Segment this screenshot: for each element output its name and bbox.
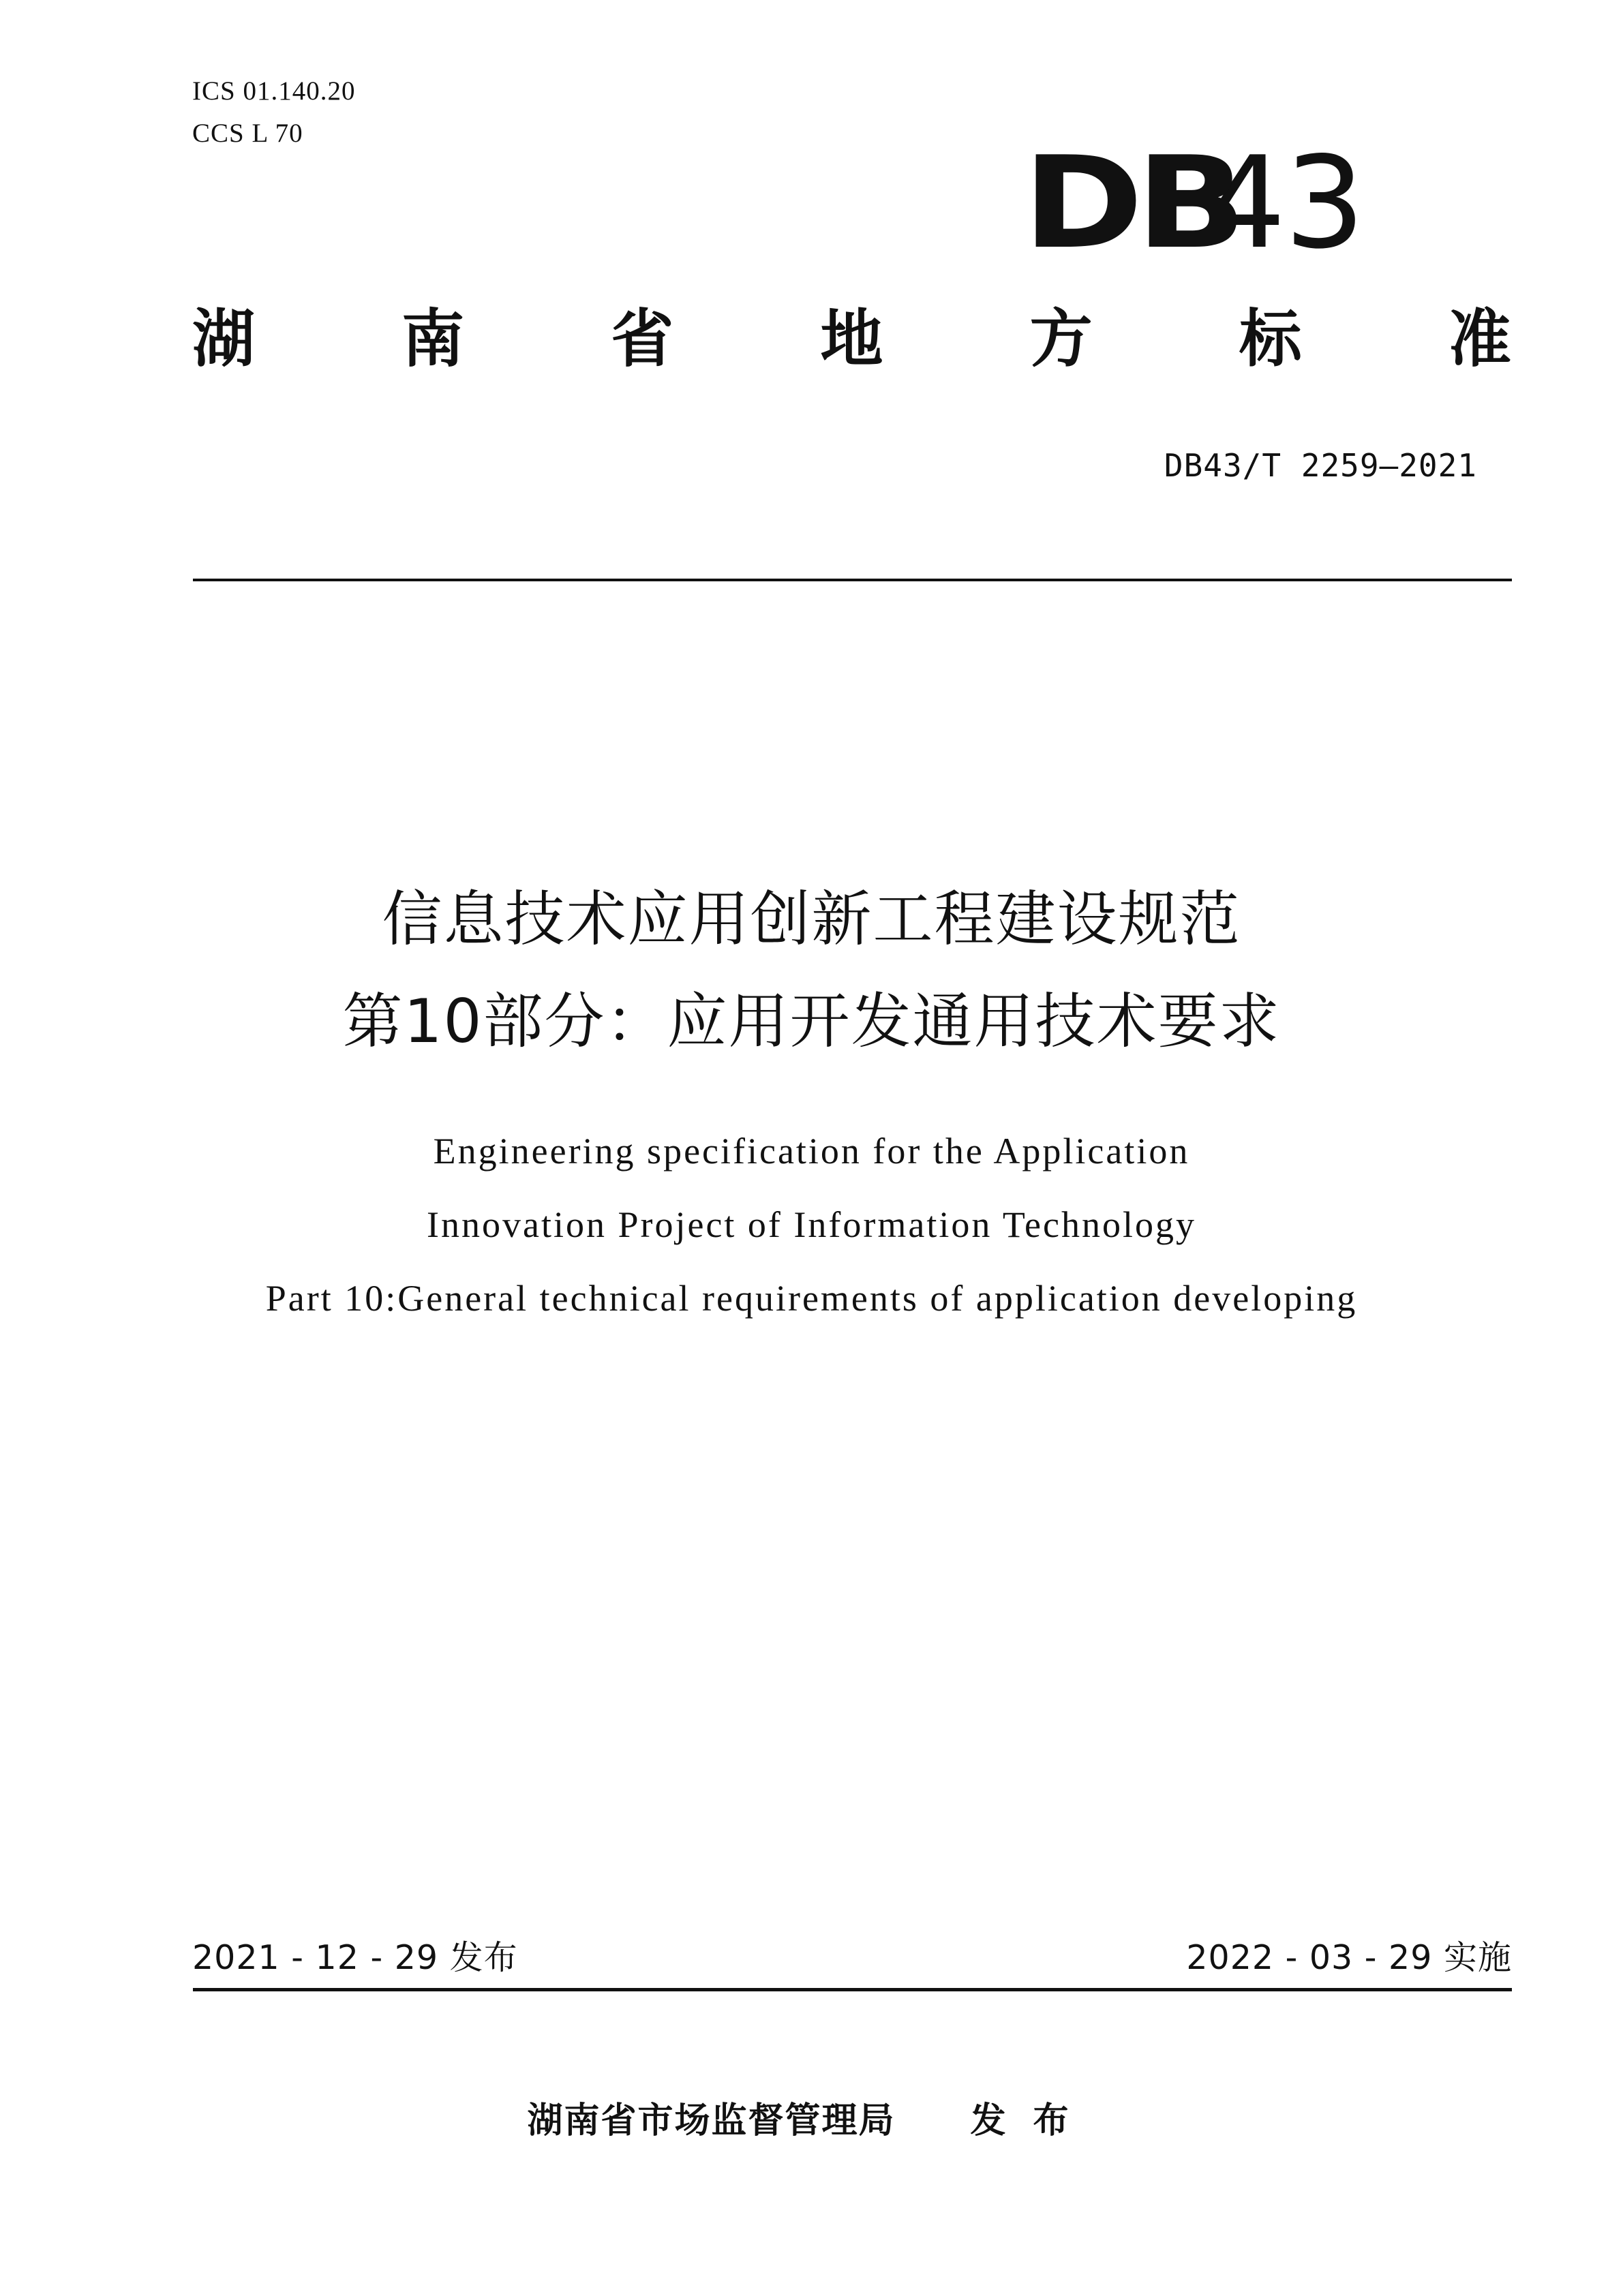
publisher-name: 湖南省市场监督管理局 — [527, 2100, 896, 2141]
title-cn-line2: 第10部分：应用开发通用技术要求 — [342, 986, 1281, 1056]
publisher-action: 发布 — [970, 2100, 1096, 2141]
ics-code: ICS 01.140.20 — [192, 76, 356, 106]
ccs-code: CCS L 70 — [192, 119, 303, 148]
db-standard-mark — [1022, 129, 1364, 277]
title-en-line2: Innovation Project of Information Technology — [427, 1204, 1196, 1245]
implementation-date: 2022 - 03 - 29 实施 — [1186, 1938, 1512, 1977]
footer-divider — [193, 1988, 1512, 1991]
standard-type-char: 标 — [1239, 303, 1302, 376]
db-mark-letters: DB — [1022, 129, 1239, 277]
standard-type-heading — [192, 303, 1511, 376]
standard-type-char: 地 — [820, 303, 883, 376]
title-en-line3: Part 10:General technical requirements of application developing — [265, 1278, 1358, 1319]
header-divider — [193, 579, 1512, 581]
title-en-line1: Engineering specification for the Application — [433, 1131, 1190, 1172]
standard-number: DB43/T 2259—2021 — [1164, 447, 1477, 484]
standard-type-char: 湖 — [192, 303, 256, 376]
title-cn-line1: 信息技术应用创新工程建设规范 — [382, 884, 1241, 954]
standard-type-char: 准 — [1448, 303, 1511, 376]
issue-date: 2021 - 12 - 29 发布 — [192, 1938, 518, 1977]
publisher-line — [0, 2100, 1623, 2141]
standard-type-char: 方 — [1029, 303, 1093, 376]
standard-type-char: 南 — [401, 303, 465, 376]
standard-type-char: 省 — [611, 303, 674, 376]
db-mark-number: 43 — [1205, 129, 1364, 277]
